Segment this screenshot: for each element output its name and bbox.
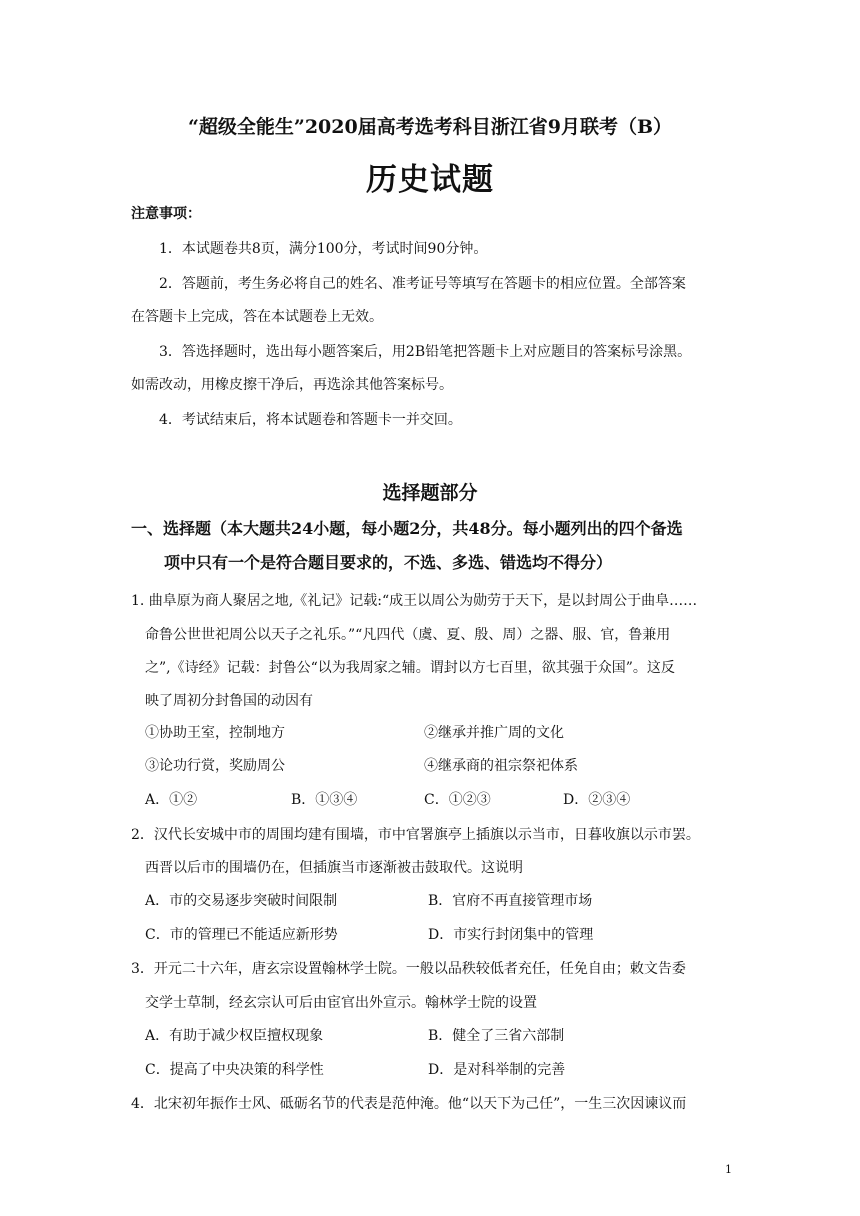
answer-option: C．市的管理已不能适应新形势	[145, 927, 338, 943]
answer-option: C．①②③	[424, 792, 491, 808]
answer-option: D．是对科举制的完善	[428, 1062, 566, 1078]
statement-item: ①协助王室，控制地方	[145, 725, 285, 741]
question-text: 映了周初分封鲁国的动因有	[145, 693, 313, 709]
question-text: 1. 曲阜原为商人聚居之地,《礼记》记载:“成王以周公为勋劳于天下，是以封周公于曲阜……	[131, 593, 698, 609]
answer-option: B．①③④	[291, 792, 358, 808]
notice-item: 如需改动，用橡皮擦干净后，再选涂其他答案标号。	[131, 377, 453, 393]
question-text: 2．汉代长安城中市的周围均建有围墙，市中官署旗亭上插旗以示当市，日暮收旗以示市罢。	[131, 827, 700, 843]
notice-item: 1．本试题卷共8页，满分100分，考试时间90分钟。	[159, 241, 488, 257]
answer-option: C．提高了中央决策的科学性	[145, 1062, 324, 1078]
notice-item: 3．答选择题时，选出每小题答案后，用2B铅笔把答题卡上对应题目的答案标号涂黑。	[159, 344, 692, 360]
statement-item: ④继承商的祖宗祭祀体系	[424, 758, 578, 774]
answer-option: B．健全了三省六部制	[428, 1028, 565, 1044]
answer-option: D．②③④	[563, 792, 631, 808]
answer-option: A．市的交易逐步突破时间限制	[145, 893, 338, 909]
answer-option: D．市实行封闭集中的管理	[428, 927, 594, 943]
statement-item: ③论功行赏，奖励周公	[145, 758, 285, 774]
section-title: 选择题部分	[382, 482, 478, 504]
question-text: 之”,《诗经》记载：封鲁公“以为我周家之辅。谓封以方七百里，欲其强于众国”。这反	[145, 660, 675, 676]
notice-item: 4．考试结束后，将本试题卷和答题卡一并交回。	[159, 412, 462, 428]
answer-option: B．官府不再直接管理市场	[428, 893, 593, 909]
exam-title: “超级全能生”2020届高考选考科目浙江省9月联考（B）	[187, 116, 673, 138]
section-heading: 项中只有一个是符合题目要求的，不选、多选、错选均不得分）	[164, 553, 613, 572]
statement-item: ②继承并推广周的文化	[424, 725, 564, 741]
question-text: 交学士草制，经玄宗认可后由宦官出外宣示。翰林学士院的设置	[145, 995, 537, 1011]
question-text: 3．开元二十六年，唐玄宗设置翰林学士院。一般以品秩较低者充任，任免自由；敕文告委	[131, 961, 686, 977]
question-text: 4．北宋初年振作士风、砥砺名节的代表是范仲淹。他“以天下为己任”，一生三次因谏议而	[131, 1096, 687, 1112]
subject-title: 历史试题	[366, 162, 494, 198]
notice-label: 注意事项：	[131, 206, 201, 222]
notice-item: 2．答题前，考生务必将自己的姓名、准考证号等填写在答题卡的相应位置。全部答案	[159, 276, 686, 292]
question-text: 命鲁公世世祀周公以天子之礼乐。”“凡四代（虞、夏、殷、周）之器、服、官，鲁兼用	[145, 627, 671, 643]
section-heading: 一、选择题（本大题共24小题，每小题2分，共48分。每小题列出的四个备选	[131, 519, 683, 538]
question-text: 西晋以后市的围墙仍在，但插旗当市逐渐被击鼓取代。这说明	[145, 860, 523, 876]
answer-option: A．①②	[145, 792, 198, 808]
answer-option: A．有助于减少权臣擅权现象	[145, 1028, 324, 1044]
notice-item: 在答题卡上完成，答在本试题卷上无效。	[131, 309, 383, 325]
page-number: 1	[725, 1163, 732, 1176]
